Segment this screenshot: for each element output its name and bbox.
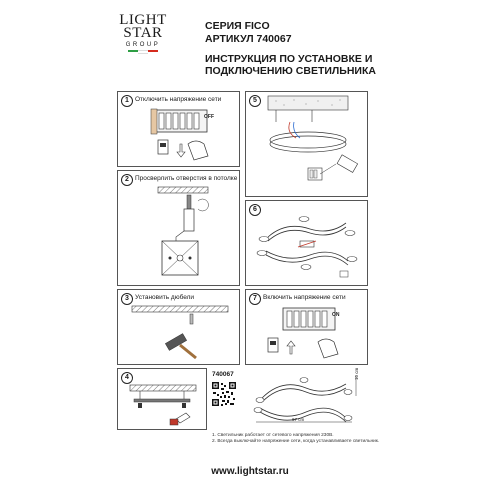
step-2-panel [117, 170, 240, 286]
drill-ceiling-illustration [118, 171, 241, 287]
step-number: 1 [121, 95, 133, 107]
step-1-panel [117, 91, 240, 167]
on-label: ON [332, 312, 340, 318]
instruction-title: ИНСТРУКЦИЯ ПО УСТАНОВКЕ И ПОДКЛЮЧЕНИЮ СВЕТИЛЬНИКА [205, 53, 376, 77]
height-dimension-label: 10 cm [354, 367, 359, 380]
mount-bracket-illustration [118, 369, 208, 431]
product-dimension-drawing [248, 367, 363, 430]
product-code: 740067 [212, 371, 234, 378]
logo-line-3: GROUP [125, 42, 161, 48]
step-number: 4 [121, 372, 133, 384]
step-7-panel [245, 289, 368, 365]
breaker-panel-illustration [118, 92, 241, 168]
step-3-panel [117, 289, 240, 365]
assemble-fixture-illustration [246, 201, 369, 287]
qr-code-icon [211, 381, 237, 407]
wiring-connection-illustration [246, 92, 369, 198]
step-caption: Просверлить отверстия в потолке [135, 175, 238, 182]
note-1: 1. Светильник работает от сетевого напряжения 230В. [212, 433, 334, 438]
step-number: 7 [249, 293, 261, 305]
step-caption: Установить дюбели [135, 294, 195, 301]
step-number: 3 [121, 293, 133, 305]
series-title: СЕРИЯ FICO [205, 20, 270, 32]
step-4-panel [117, 368, 207, 430]
off-label: OFF [204, 114, 214, 120]
width-dimension-label: 67 cm [292, 417, 305, 422]
note-2: 2. Всегда выключайте напряжение сети, когда устанавливаете светильник. [212, 439, 380, 444]
step-number: 5 [249, 95, 261, 107]
website-link[interactable]: www.lightstar.ru [211, 466, 289, 477]
logo-line-1: LIGHT [119, 12, 167, 28]
step-number: 2 [121, 174, 133, 186]
step-caption: Отключить напряжение сети [135, 96, 222, 103]
install-dowels-illustration [118, 290, 241, 366]
step-5-panel [245, 91, 368, 197]
step-6-panel [245, 200, 368, 286]
brand-logo [118, 14, 168, 54]
italy-flag-icon [118, 50, 168, 54]
step-number: 6 [249, 204, 261, 216]
article-number: АРТИКУЛ 740067 [205, 33, 292, 45]
notes-block [212, 433, 379, 445]
breaker-on-illustration [246, 290, 369, 366]
step-caption: Включить напряжение сети [263, 294, 346, 301]
logo-line-2: STAR [123, 25, 163, 41]
